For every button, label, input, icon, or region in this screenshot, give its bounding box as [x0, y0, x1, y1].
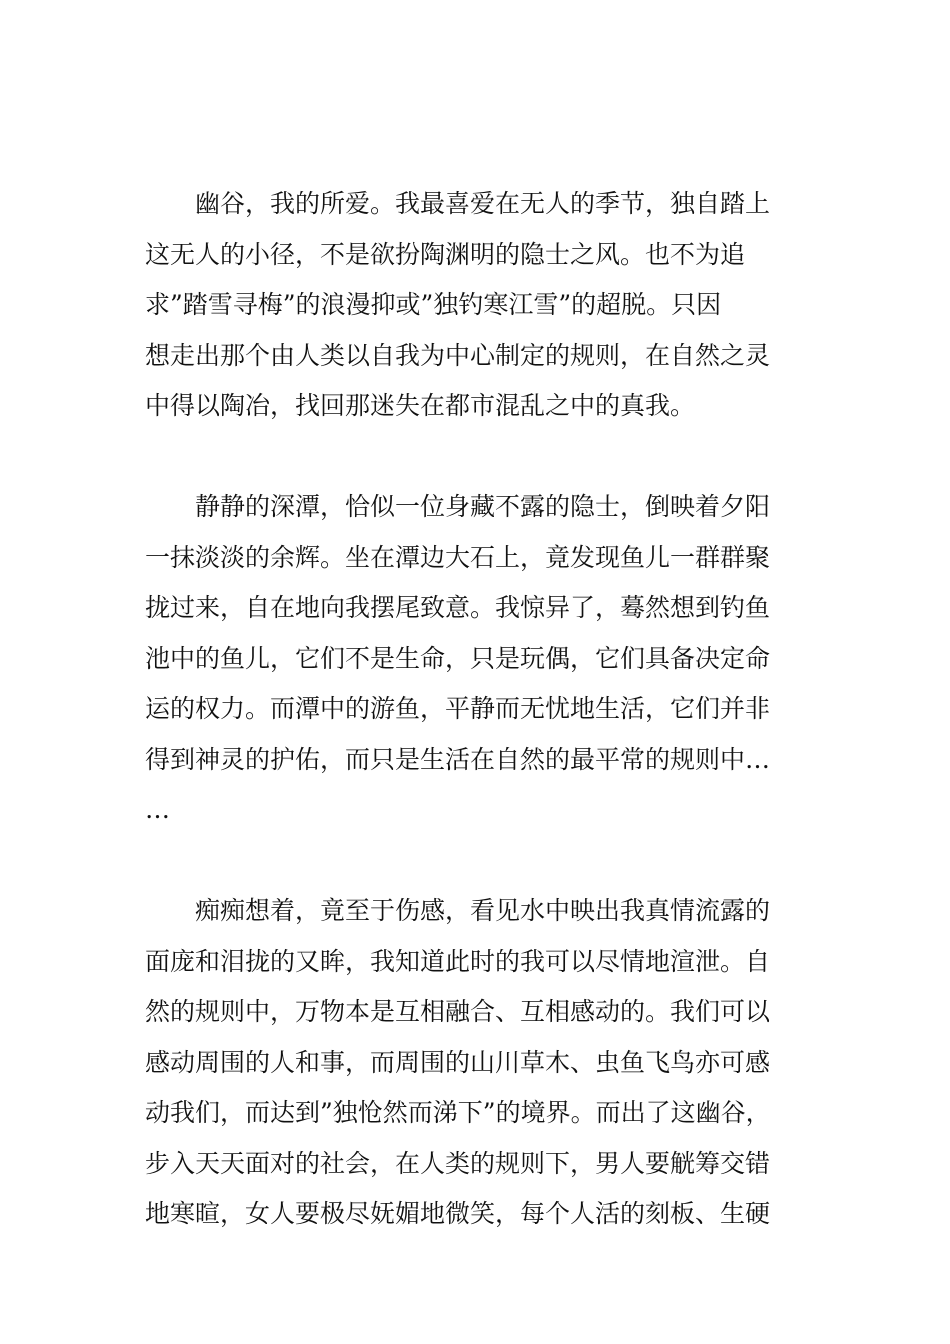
- paragraph-2: [145, 482, 810, 836]
- text-line: 动我们，而达到”独怆然而涕下”的境界。而出了这幽谷，: [145, 1098, 771, 1127]
- text-line: 想走出那个由人类以自我为中心制定的规则，在自然之灵: [145, 340, 771, 370]
- text-line: 一抹淡淡的余辉。坐在潭边大石上，竟发现鱼儿一群群聚: [145, 542, 771, 572]
- text-line: 幽谷，我的所爱。我最喜爱在无人的季节，独自踏上: [195, 189, 771, 218]
- paragraph-gap: [145, 432, 810, 483]
- text-line: 痴痴想着，竟至于伤感，看见水中映出我真情流露的: [195, 896, 771, 925]
- text-line: 运的权力。而潭中的游鱼，平静而无忧地生活，它们并非: [145, 694, 771, 723]
- text-line: 池中的鱼儿，它们不是生命，只是玩偶，它们具备决定命: [145, 643, 771, 673]
- document-body: [145, 179, 810, 1240]
- text-line: 静静的深潭，恰似一位身藏不露的隐士，倒映着夕阳: [195, 492, 771, 521]
- paragraph-1: [145, 179, 810, 432]
- paragraph-3: [145, 886, 810, 1240]
- text-line: 地寒暄，女人要极尽妩媚地微笑，每个人活的刻板、生硬: [145, 1199, 771, 1228]
- text-line: 拢过来，自在地向我摆尾致意。我惊异了，蓦然想到钓鱼: [145, 593, 771, 622]
- text-line: 这无人的小径，不是欲扮陶渊明的隐士之风。也不为追: [145, 239, 746, 269]
- text-line: 然的规则中，万物本是互相融合、互相感动的。我们可以: [145, 997, 771, 1026]
- text-line: 感动周围的人和事，而周围的山川草木、虫鱼飞鸟亦可感: [145, 1047, 771, 1077]
- text-line: 面庞和泪拢的又眸，我知道此时的我可以尽情地渲泄。自: [145, 946, 771, 976]
- text-line: 中得以陶冶，找回那迷失在都市混乱之中的真我。: [145, 391, 696, 420]
- paragraph-gap: [145, 836, 810, 887]
- text-line: 得到神灵的护佑，而只是生活在自然的最平常的规则中…: [145, 744, 771, 774]
- text-line: …: [145, 795, 170, 824]
- text-line: 步入天天面对的社会，在人类的规则下，男人要觥筹交错: [145, 1148, 771, 1178]
- text-line: 求”踏雪寻梅”的浪漫抑或”独钓寒江雪”的超脱。只因: [145, 290, 722, 319]
